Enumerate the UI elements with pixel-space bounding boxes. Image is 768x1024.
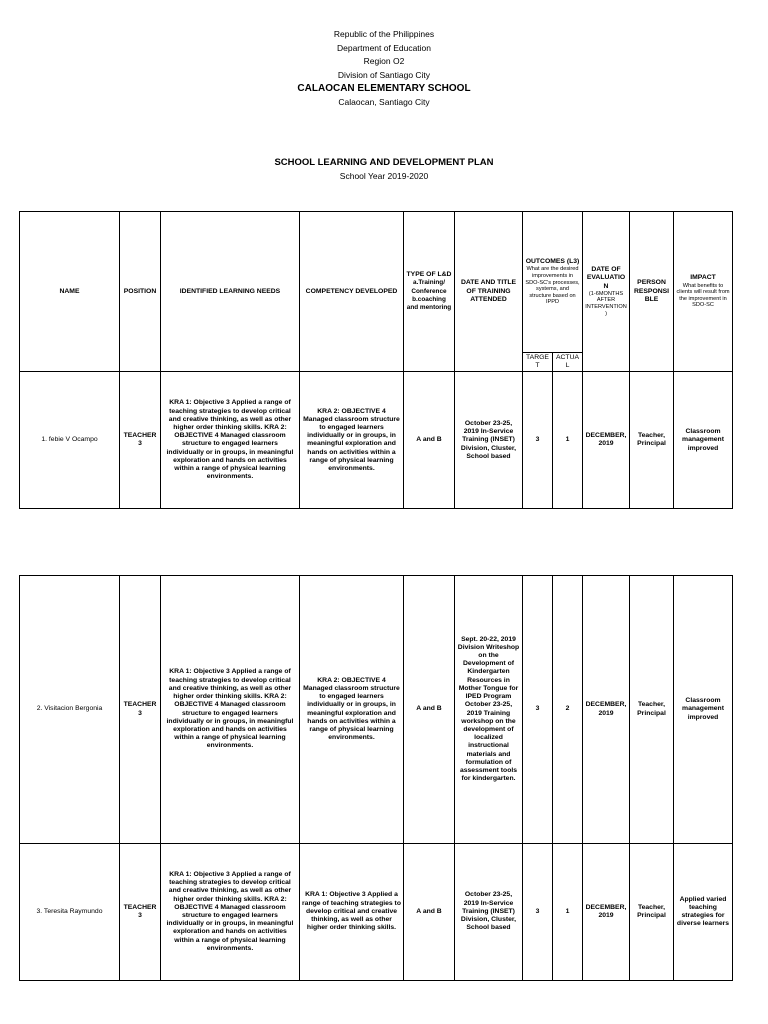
row1-date-title: October 23-25, 2019 In-Service Training (INSET) Division, Cluster, School based <box>455 372 523 509</box>
row1-eval: DECEMBER, 2019 <box>583 372 630 509</box>
document-title: SCHOOL LEARNING AND DEVELOPMENT PLAN <box>274 157 494 168</box>
row2-person: Teacher, Principal <box>630 576 674 844</box>
row3-eval: DECEMBER, 2019 <box>583 844 630 981</box>
row2-type: A and B <box>404 576 455 844</box>
col-impact-header <box>674 212 733 372</box>
table-row <box>20 844 733 981</box>
col-person-header: PERSON RESPONSIBLE <box>630 212 674 372</box>
table-row <box>20 372 733 509</box>
row2-position: TEACHER 3 <box>120 576 161 844</box>
col-eval-header <box>583 212 630 372</box>
row1-needs: KRA 1: Objective 3 Applied a range of teaching strategies to develop critical and creative thinking, as well as other higher order thinking skills. KRA 2: OBJECTIVE 4 Managed classroom structure to engaged learners individually or in groups, in meaningful exploration and hands on activities within a range of physical learning environments. <box>161 372 300 509</box>
col-eval-sub: (1-6MONTHS AFTER INTERVENTION) <box>585 290 627 317</box>
col-needs-header: IDENTIFIED LEARNING NEEDS <box>161 212 300 372</box>
row1-position: TEACHER 3 <box>120 372 161 509</box>
col-actual-header: ACTUAL <box>553 353 583 372</box>
col-type-header <box>404 212 455 372</box>
division-line: Division of Santiago City <box>337 69 431 80</box>
col-impact-sub: What benefits to clients will result from the improvement in SDO-SC <box>676 282 730 309</box>
col-type-sub: a.Training/ Conference b.coaching and mentoring <box>406 279 452 311</box>
row3-person: Teacher, Principal <box>630 844 674 981</box>
col-name-header: NAME <box>20 212 120 372</box>
row3-competency: KRA 1: Objective 3 Applied a range of teaching strategies to develop critical and creative thinking, as well as other higher order thinking skills. <box>300 844 404 981</box>
department-line: Department of Education <box>336 42 432 53</box>
col-outcomes-title: OUTCOMES (L3) <box>525 258 580 266</box>
row2-actual: 2 <box>553 576 583 844</box>
row2-needs: KRA 1: Objective 3 Applied a range of teaching strategies to develop critical and creative thinking, as well as other higher order thinking skills. KRA 2: OBJECTIVE 4 Managed classroom structure to engaged learners individually or in groups, in meaningful exploration and hands on activities within a range of physical learning environments. <box>161 576 300 844</box>
col-target-header: TARGET <box>523 353 553 372</box>
row3-name: 3. Teresita Raymundo <box>20 844 120 981</box>
table-row <box>20 576 733 844</box>
row2-name: 2. Visitacion Bergonia <box>20 576 120 844</box>
row3-target: 3 <box>523 844 553 981</box>
col-impact-title: IMPACT <box>690 274 716 282</box>
document-title-block <box>0 155 768 183</box>
row3-date-title: October 23-25, 2019 In-Service Training (INSET) Division, Cluster, School based <box>455 844 523 981</box>
row3-needs: KRA 1: Objective 3 Applied a range of teaching strategies to develop critical and creative thinking, as well as other higher order thinking skills. KRA 2: OBJECTIVE 4 Managed classroom structure to engaged learners individually or in groups, in meaningful exploration and hands on activities within a range of physical learning environments. <box>161 844 300 981</box>
col-type-title: TYPE OF L&D <box>406 271 452 279</box>
col-competency-header: COMPETENCY DEVELOPED <box>300 212 404 372</box>
row1-type: A and B <box>404 372 455 509</box>
school-year: School Year 2019-2020 <box>339 171 429 181</box>
row1-target: 3 <box>523 372 553 509</box>
row2-date-title: Sept. 20-22, 2019 Division Writeshop on the Development of Kindergarten Resources in Mother Tongue for IPED Program October 23-25, 2019 Training workshop on the development of localized instructional materials and formulation of assessment tools for kindergarten. <box>455 576 523 844</box>
col-date-header: DATE AND TITLE OF TRAINING ATTENDED <box>455 212 523 372</box>
row1-name: 1. febie V Ocampo <box>20 372 120 509</box>
col-outcomes-header <box>523 212 583 353</box>
header-row <box>20 212 733 353</box>
school-address: Calaocan, Santiago City <box>338 96 430 107</box>
col-position-header: POSITION <box>120 212 161 372</box>
letterhead <box>0 28 768 109</box>
row2-eval: DECEMBER, 2019 <box>583 576 630 844</box>
row1-impact: Classroom management improved <box>674 372 733 509</box>
row2-impact: Classroom management improved <box>674 576 733 844</box>
republic-line: Republic of the Philippines <box>333 29 435 39</box>
row3-impact: Applied varied teaching strategies for diverse learners <box>674 844 733 981</box>
row1-actual: 1 <box>553 372 583 509</box>
row3-type: A and B <box>404 844 455 981</box>
col-eval-title: DATE OF EVALUATION <box>586 266 626 290</box>
row3-actual: 1 <box>553 844 583 981</box>
row1-person: Teacher, Principal <box>630 372 674 509</box>
row2-target: 3 <box>523 576 553 844</box>
row2-competency: KRA 2: OBJECTIVE 4 Managed classroom structure to engaged learners individually or in groups, in meaningful exploration and hands on activities within a range of physical learning environments. <box>300 576 404 844</box>
region-line: Region O2 <box>363 56 405 66</box>
school-name: CALAOCAN ELEMENTARY SCHOOL <box>297 83 471 94</box>
plan-table-1 <box>19 211 733 509</box>
col-outcomes-sub: What are the desired improvements in SDO-SC's processes, systems, and structure based on IPPD <box>525 266 580 306</box>
row1-competency: KRA 2: OBJECTIVE 4 Managed classroom structure to engaged learners individually or in groups, in meaningful exploration and hands on activities within a range of physical learning environments. <box>300 372 404 509</box>
plan-table-2 <box>19 575 733 981</box>
row3-position: TEACHER 3 <box>120 844 161 981</box>
